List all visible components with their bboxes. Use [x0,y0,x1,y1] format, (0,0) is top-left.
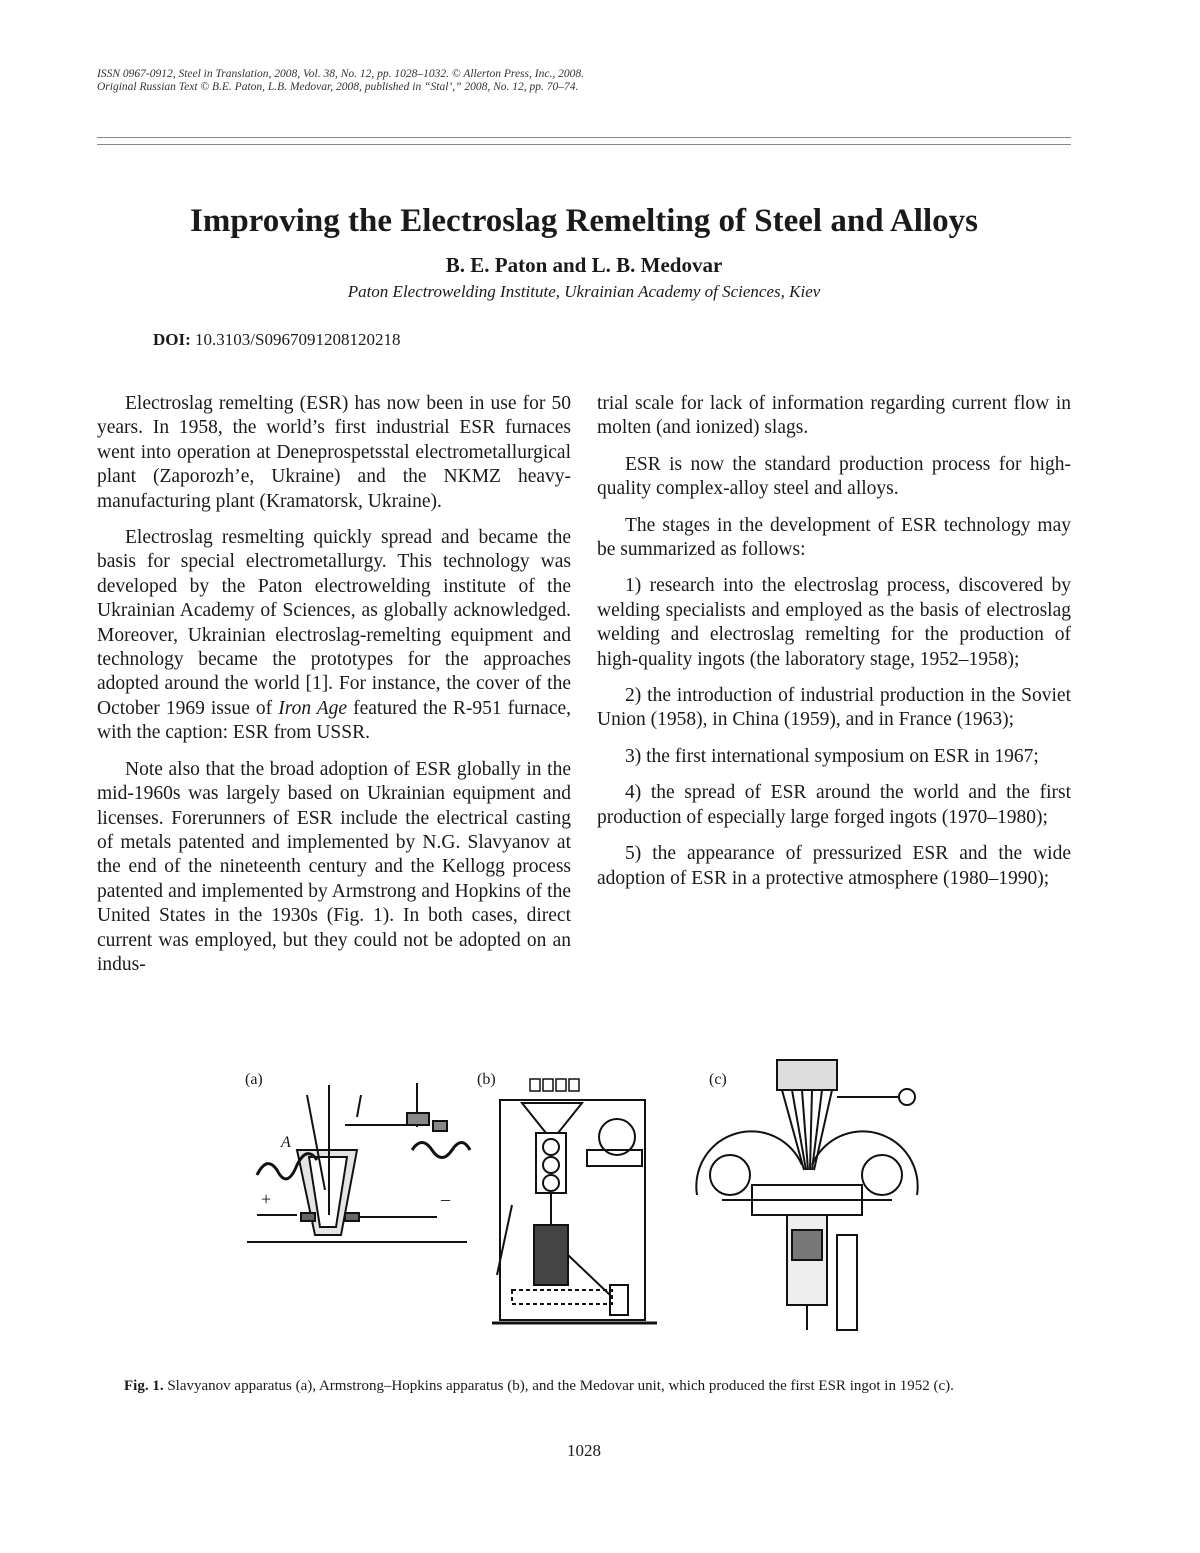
paragraph-continued: trial scale for lack of information regarding current flow in molten (and ionized) slags. [597,393,1071,439]
list-item: 1) research into the electroslag process, discovered by welding specialists and employed as the basis of electroslag welding and electroslag remelting for the production of high-quality ingots (the laboratory stage, 1952–1958); [597,575,1071,670]
label-letter-A: A [281,1134,291,1151]
slavyanov-apparatus-drawing [237,1055,472,1335]
left-column [97,392,571,989]
header-rule-top [97,137,1071,138]
paragraph: Electroslag resmelting quickly spread and became the basis for special electrometallurgy. This technology was developed by the Paton electrowelding institute of the Ukrainian Academy of Sciences, as globally acknowledged. Moreover, Ukrainian electroslag-remelting equipment and technology became the prototypes for the approaches adopted around the world [1]. For instance, the cover of the October 1969 issue of Iron Age featured the R-951 furnace, with the caption: ESR from USSR. [97,527,572,744]
article-affiliation: Paton Electrowelding Institute, Ukrainian Academy of Sciences, Kiev [347,282,821,301]
panel-label-a: (a) [245,1071,263,1088]
page-number: 1028 [567,1441,601,1460]
plus-sign: + [261,1189,272,1209]
panel-label-b: (b) [477,1071,496,1088]
paragraph: ESR is now the standard production process for high-quality complex-alloy steel and alloys. [597,453,1071,500]
paragraph: The stages in the development of ESR technology may be summarized as follows: [597,514,1071,561]
doi-label: DOI: [153,330,191,349]
figure-caption-label: Fig. 1. [124,1378,164,1394]
paragraph: Electroslag remelting (ESR) has now been in use for 50 years. In 1958, the world’s first industrial ESR furnaces went into operation at Deneprospetsstal electrometallurgical plant (Zaporozh’e, Ukraine) and the NKMZ heavy-manufacturing plant (Kramatorsk, Ukraine). [97,393,571,512]
list-item: 3) the first international symposium on ESR in 1967; [625,745,1039,767]
armstrong-hopkins-apparatus-drawing [492,1055,662,1335]
list-item: 2) the introduction of industrial production in the Soviet Union (1958), in China (1959), and in France (1963); [597,685,1071,731]
right-column [597,392,1071,903]
medovar-unit-drawing [682,1055,932,1335]
figure-caption-text: Slavyanov apparatus (a), Armstrong–Hopkins apparatus (b), and the Medovar unit, which produced the first ESR ingot in 1952 (c). [167,1378,954,1394]
journal-name-italic: Iron Age [278,697,348,719]
article-authors: B. E. Paton and L. B. Medovar [445,253,723,277]
list-item: 4) the spread of ESR around the world and the first production of especially large forged ingots (1970–1980); [597,782,1071,828]
doi-value[interactable]: 10.3103/S0967091208120218 [195,330,401,349]
paragraph: Note also that the broad adoption of ESR globally in the mid-1960s was largely based on Ukrainian equipment and licenses. Forerunners of ESR include the electrical casting of metals patented and implemented by N.G. Slavyanov at the end of the nineteenth century and the Kellogg process patented and implemented by Armstrong and Hopkins of the United States in the 1930s (Fig. 1). In both cases, direct current was employed, but they could not be adopted on an indus- [97,758,571,975]
minus-sign: – [441,1189,450,1209]
panel-label-c: (c) [709,1071,727,1088]
figure-caption [124,1378,1054,1395]
article-title: Improving the Electroslag Remelting of Steel and Alloys [189,203,978,239]
journal-header-line-1: ISSN 0967-0912, Steel in Translation, 2008, Vol. 38, No. 12, pp. 1028–1032. © Allerton Press, Inc., 2008. [97,68,584,80]
figure-1 [237,1055,937,1335]
list-item: 5) the appearance of pressurized ESR and the wide adoption of ESR in a protective atmosphere (1980–1990); [597,843,1071,889]
journal-header-line-2: Original Russian Text © B.E. Paton, L.B. Medovar, 2008, published in “Stal’,” 2008, No. 12, pp. 70–74. [97,81,579,93]
journal-header [97,68,1097,94]
header-rule-bottom [97,144,1071,145]
doi-line [153,329,400,351]
